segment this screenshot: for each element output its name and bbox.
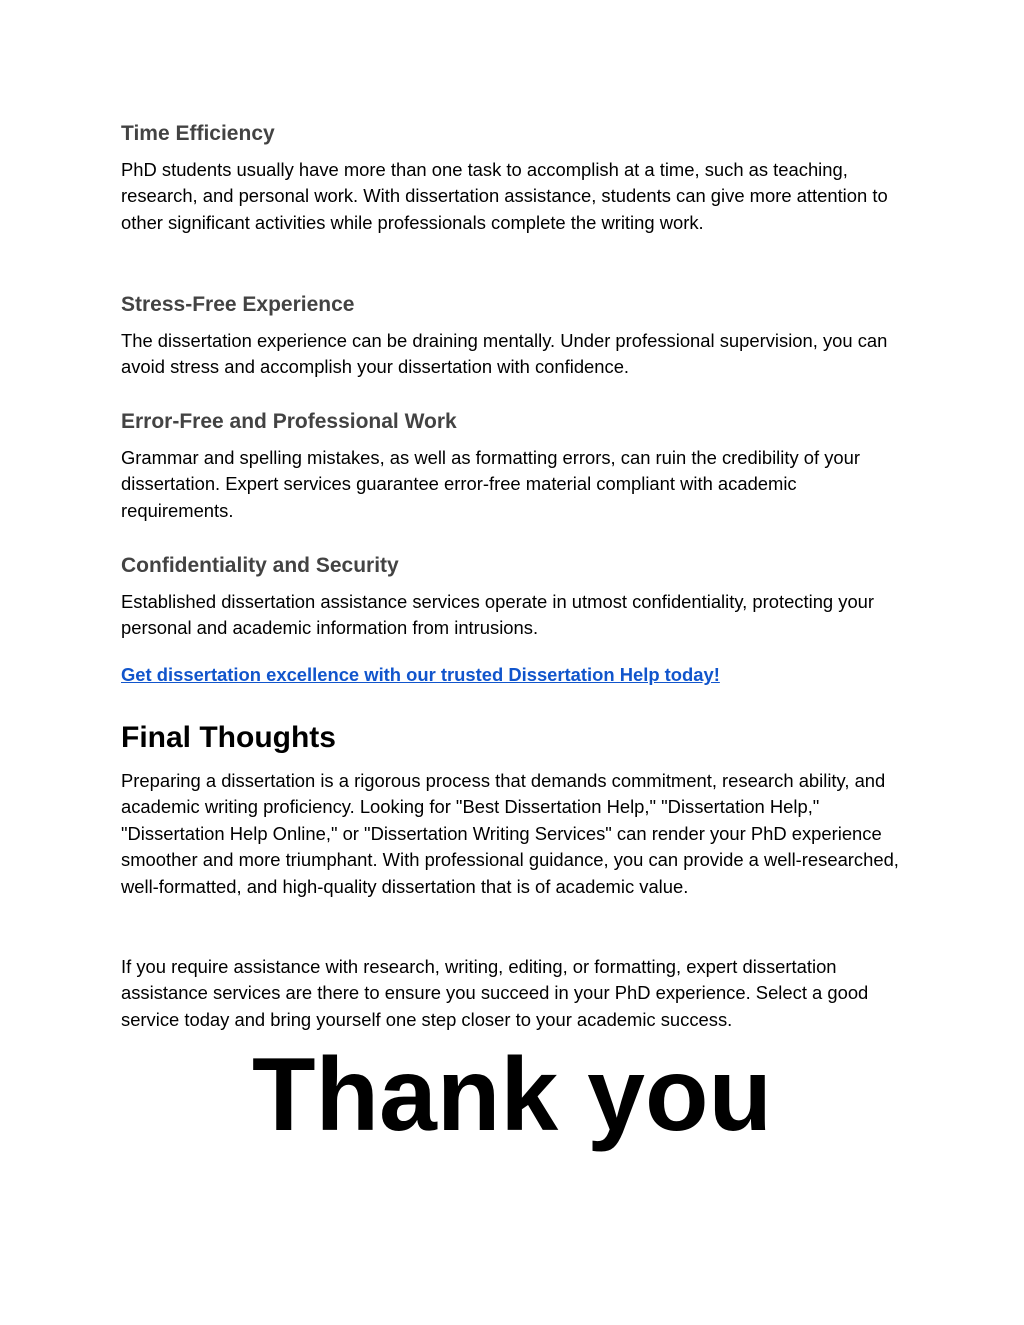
dissertation-help-link[interactable]: Get dissertation excellence with our trusted Dissertation Help today! — [121, 664, 720, 685]
final-thoughts-heading: Final Thoughts — [121, 721, 336, 754]
section-body-confidentiality: Established dissertation assistance services operate in utmost confidentiality, protecting your personal and academic information from intrusions. — [121, 591, 875, 639]
section-heading-confidentiality: Confidentiality and Security — [121, 554, 399, 577]
section-body-stress-free: The dissertation experience can be draining mentally. Under professional supervision, you can avoid stress and accomplish your dissertation with confidence. — [121, 330, 888, 378]
final-thoughts-paragraph-1: Preparing a dissertation is a rigorous process that demands commitment, research ability, and academic writing proficiency. Looking for "Best Dissertation Help," "Dissertation Help," "Dissertation Help Online," or "Dissertation Writing Services" can render your PhD experience smoother and more triumphant. With professional guidance, you can provide a well-researched, well-formatted, and high-quality dissertation that is of academic value. — [121, 770, 899, 897]
section-heading-stress-free: Stress-Free Experience — [121, 293, 355, 316]
section-body-time-efficiency: PhD students usually have more than one task to accomplish at a time, such as teaching, research, and personal work. With dissertation assistance, students can give more attention to other significant activities while professionals complete the writing work. — [121, 159, 888, 233]
thank-you-heading: Thank you — [251, 1037, 773, 1153]
section-heading-time-efficiency: Time Efficiency — [121, 122, 275, 145]
section-heading-error-free: Error-Free and Professional Work — [121, 410, 457, 433]
final-thoughts-paragraph-2: If you require assistance with research, writing, editing, or formatting, expert dissertation assistance services are there to ensure you succeed in your PhD experience. Select a good service today and bring yourself one step closer to your academic success. — [121, 956, 869, 1030]
section-body-error-free: Grammar and spelling mistakes, as well as formatting errors, can ruin the credibility of your dissertation. Expert services guarantee error-free material compliant with academic requirements. — [121, 447, 860, 521]
